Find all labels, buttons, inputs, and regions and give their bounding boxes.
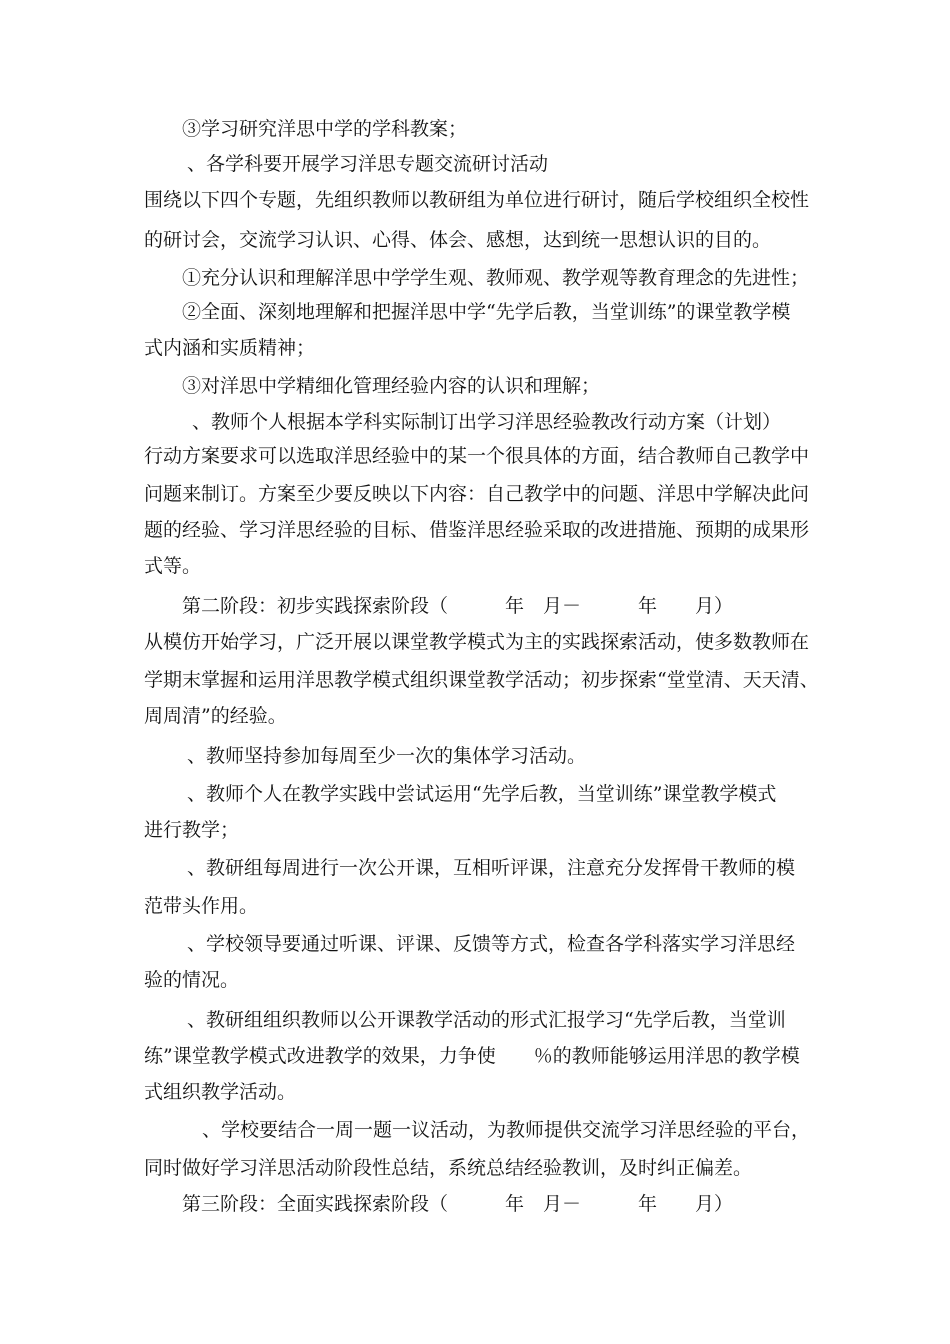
text-line: 、教师个人在教学实践中尝试运用“先学后教，当堂训练”课堂教学模式 <box>187 783 777 805</box>
text-line: 、教研组组织教师以公开课教学活动的形式汇报学习“先学后教，当堂训 <box>187 1009 786 1031</box>
text-line: 问题来制订。方案至少要反映以下内容：自己教学中的问题、洋思中学解决此问 <box>144 483 810 505</box>
text-line: 式内涵和实质精神； <box>144 337 316 359</box>
text-line: 学期末掌握和运用洋思教学模式组织课堂教学活动；初步探索“堂堂清、天天清、 <box>144 669 819 691</box>
text-line: 、学校领导要通过听课、评课、反馈等方式，检查各学科落实学习洋思经 <box>187 933 796 955</box>
text-line: ②全面、深刻地理解和把握洋思中学“先学后教，当堂训练”的课堂教学模 <box>182 301 791 323</box>
text-line: 式等。 <box>144 555 202 577</box>
text-line: 、各学科要开展学习洋思专题交流研讨活动 <box>187 153 549 175</box>
text-line: ③对洋思中学精细化管理经验内容的认识和理解； <box>182 375 601 397</box>
text-line: 周周清”的经验。 <box>144 705 287 727</box>
text-line: 、教师个人根据本学科实际制订出学习洋思经验教改行动方案（计划） <box>192 411 782 433</box>
text-line: 式组织教学活动。 <box>144 1081 297 1103</box>
text-line: 同时做好学习洋思活动阶段性总结，系统总结经验教训，及时纠正偏差。 <box>144 1157 753 1179</box>
text-line: 的研讨会，交流学习认识、心得、体会、感想，达到统一思想认识的目的。 <box>144 229 772 251</box>
text-line: 进行教学； <box>144 819 240 841</box>
text-line: 、教研组每周进行一次公开课，互相听评课，注意充分发挥骨干教师的模 <box>187 857 796 879</box>
text-line: 从模仿开始学习，广泛开展以课堂教学模式为主的实践探索活动，使多数教师在 <box>144 631 810 653</box>
text-line: 、教师坚持参加每周至少一次的集体学习活动。 <box>187 745 587 767</box>
text-line: 练”课堂教学模式改进教学的效果，力争使 ％的教师能够运用洋思的教学模 <box>144 1045 800 1067</box>
text-line: 验的情况。 <box>144 969 240 991</box>
text-line: 围绕以下四个专题，先组织教师以教研组为单位进行研讨，随后学校组织全校性 <box>144 189 810 211</box>
text-line: ③学习研究洋思中学的学科教案； <box>182 118 468 140</box>
section-heading: 第三阶段：全面实践探索阶段（ 年 月－ 年 月） <box>182 1193 734 1215</box>
text-line: 范带头作用。 <box>144 895 259 917</box>
section-heading: 第二阶段：初步实践探索阶段（ 年 月－ 年 月） <box>182 595 734 617</box>
text-line: 、学校要结合一周一题一议活动，为教师提供交流学习洋思经验的平台， <box>202 1119 811 1141</box>
text-line: 题的经验、学习洋思经验的目标、借鉴洋思经验采取的改进措施、预期的成果形 <box>144 519 810 541</box>
text-line: 行动方案要求可以选取洋思经验中的某一个很具体的方面，结合教师自己教学中 <box>144 445 810 467</box>
text-line: ①充分认识和理解洋思中学学生观、教师观、教学观等教育理念的先进性； <box>182 267 810 289</box>
